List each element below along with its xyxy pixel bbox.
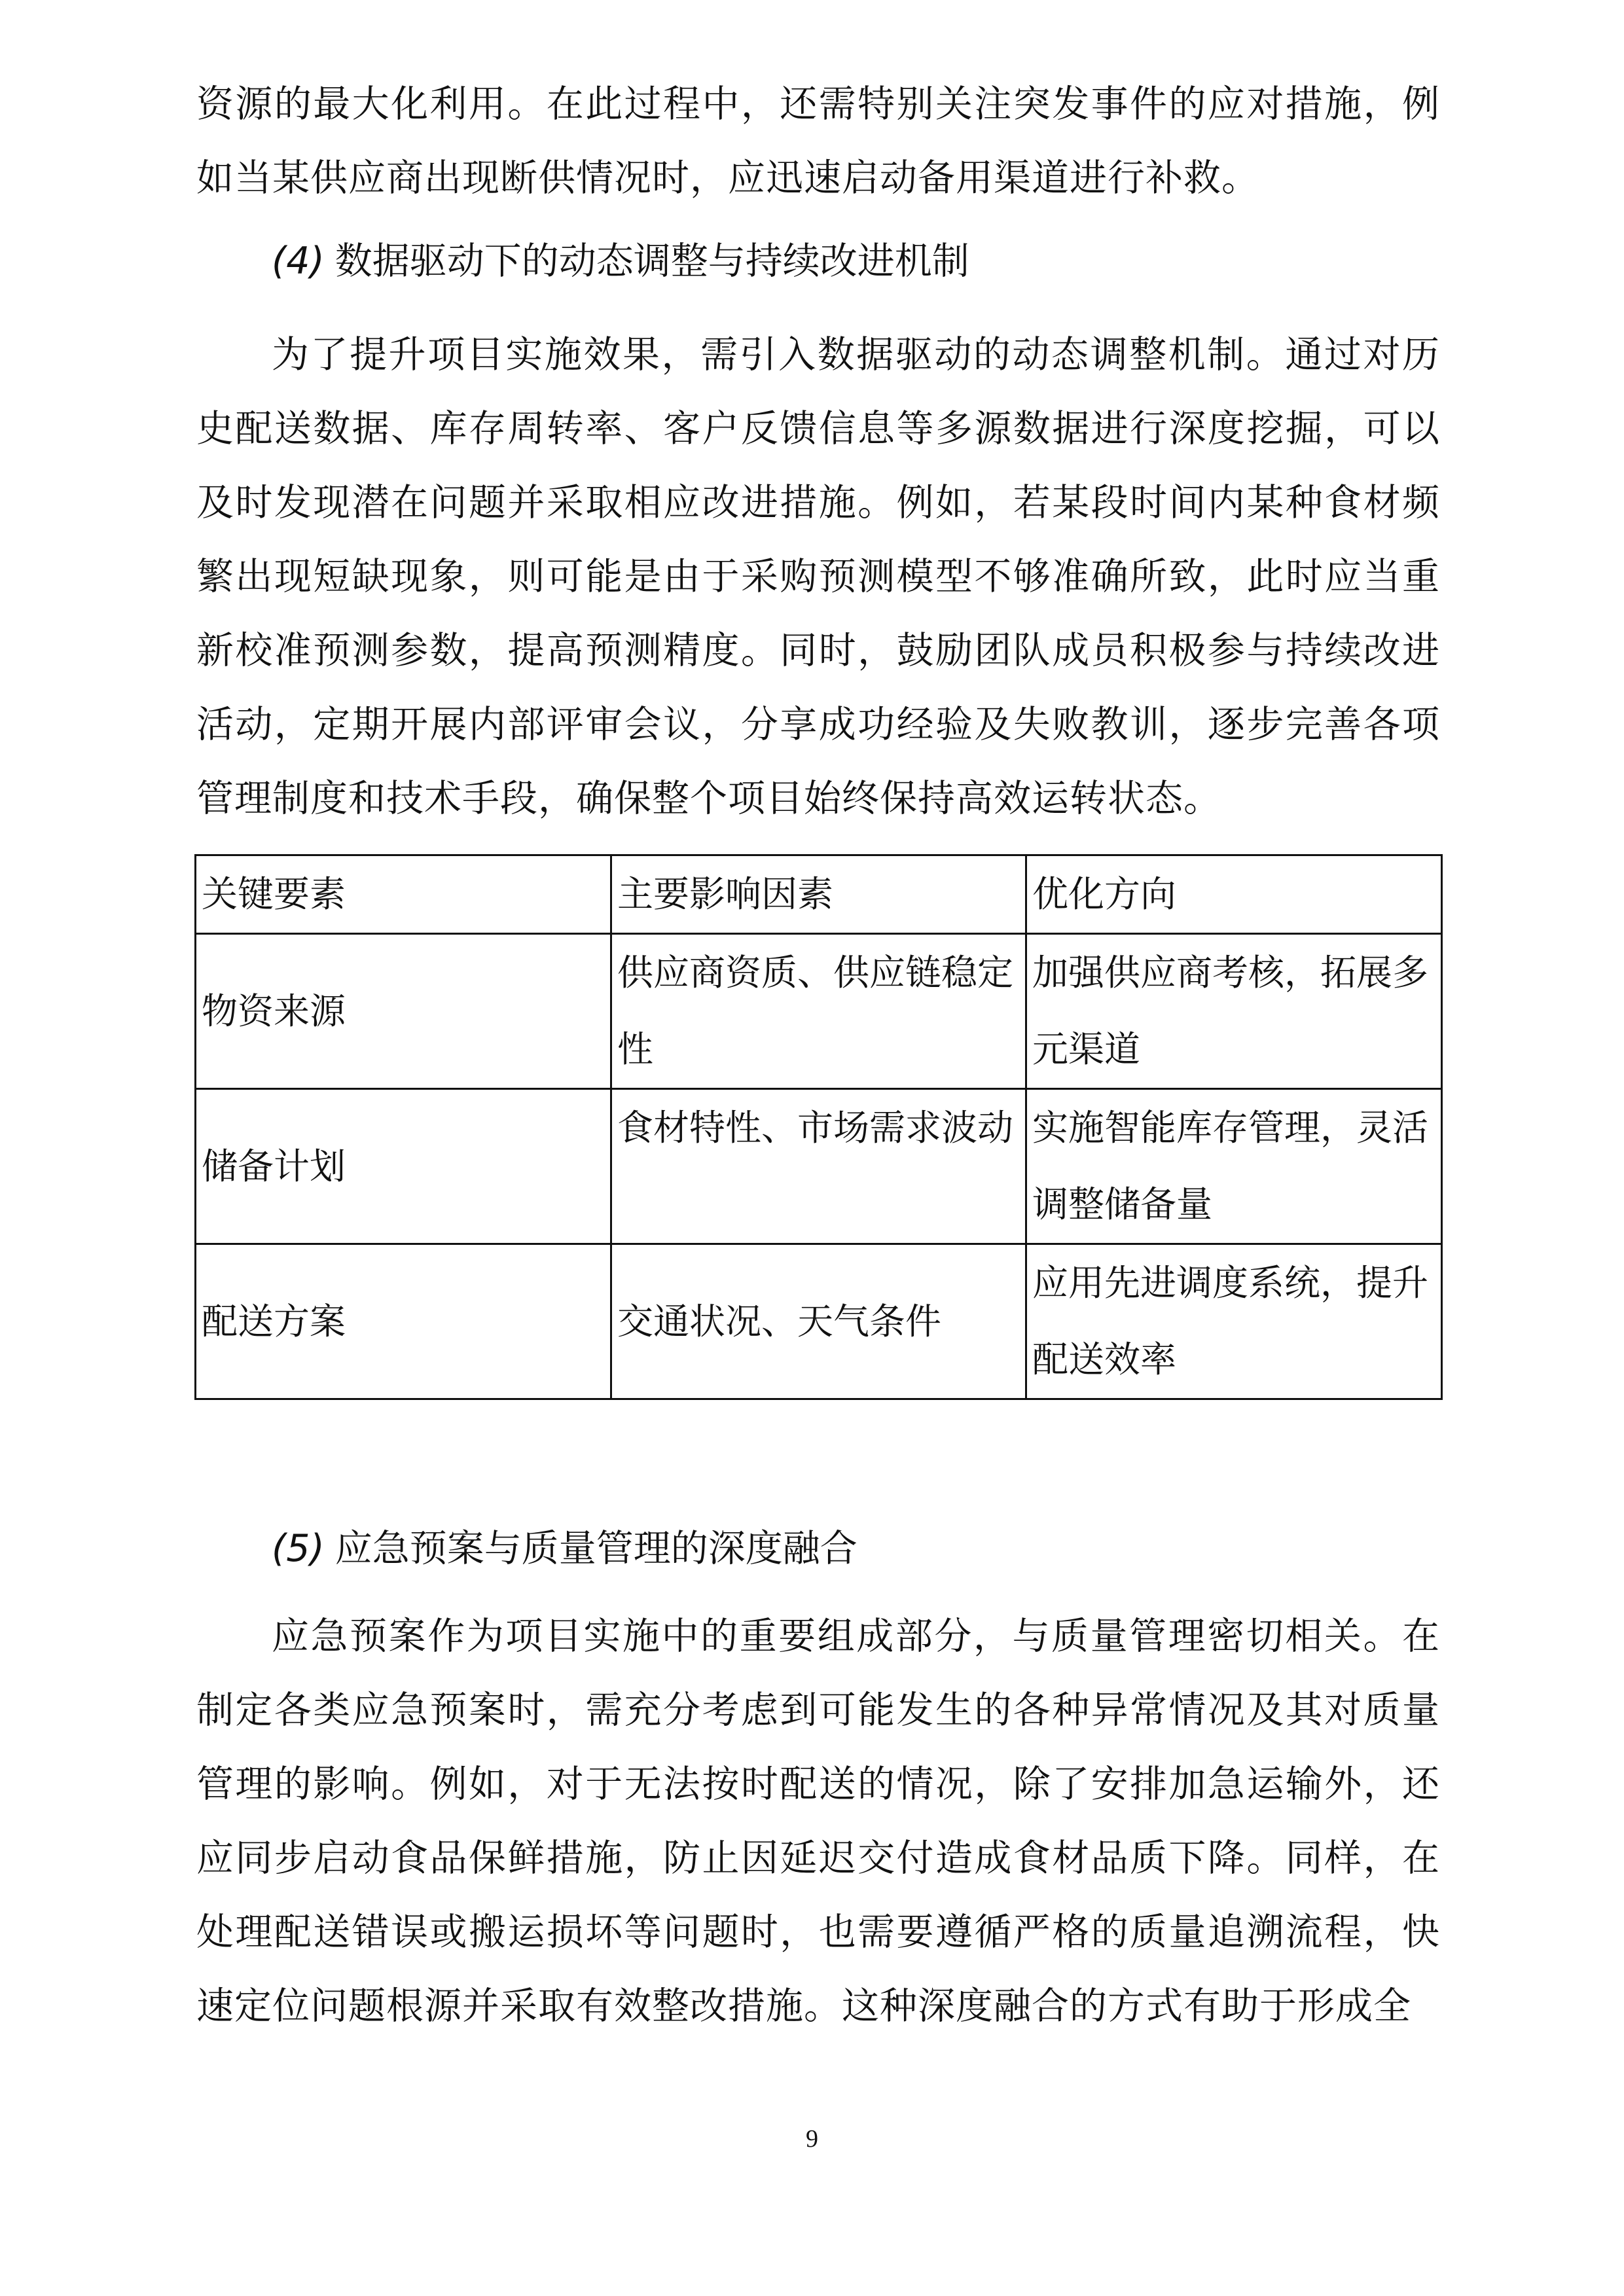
table-cell: 配送方案 [196, 1244, 611, 1399]
table-row [196, 1089, 1442, 1244]
section-heading-4 [272, 224, 969, 298]
paragraph-emergency-plan: 应急预案作为项目实施中的重要组成部分，与质量管理密切相关。在制定各类应急预案时，需充分考虑到可能发生的各种异常情况及其对质量管理的影响。例如，对于无法按时配送的情况，除了安排加急运输外，还应同步启动食品保鲜措施，防止因延迟交付造成食材品质下降。同样，在处理配送错误或搬运损坏等问题时，也需要遵循严格的质量追溯流程，快速定位问题根源并采取有效整改措施。这种深度融合的方式有助于形成全 [196, 1615, 1440, 2028]
table-cell: 物资来源 [196, 934, 611, 1089]
table-cell: 食材特性、市场需求波动 [611, 1089, 1026, 1244]
table-header-cell: 优化方向 [1026, 855, 1442, 934]
page-number: 9 [806, 2125, 818, 2153]
table-cell: 储备计划 [196, 1089, 611, 1244]
section-title: 数据驱动下的动态调整与持续改进机制 [334, 240, 969, 283]
section-number: (4) [272, 240, 325, 283]
table-header-row [196, 855, 1442, 934]
table-cell: 交通状况、天气条件 [611, 1244, 1026, 1399]
table-cell: 应用先进调度系统，提升配送效率 [1026, 1244, 1442, 1399]
table-row [196, 934, 1442, 1089]
table-row [196, 1244, 1442, 1399]
paragraph-data-driven: 为了提升项目实施效果，需引入数据驱动的动态调整机制。通过对历史配送数据、库存周转率、客户反馈信息等多源数据进行深度挖掘，可以及时发现潜在问题并采取相应改进措施。例如，若某段时间内某种食材频繁出现短缺现象，则可能是由于采购预测模型不够准确所致，此时应当重新校准预测参数，提高预测精度。同时，鼓励团队成员积极参与持续改进活动，定期开展内部评审会议，分享成功经验及失败教训，逐步完善各项管理制度和技术手段，确保整个项目始终保持高效运转状态。 [196, 333, 1440, 820]
section-title: 应急预案与质量管理的深度融合 [334, 1527, 857, 1570]
paragraph-continuation: 资源的最大化利用。在此过程中，还需特别关注突发事件的应对措施，例如当某供应商出现断供情况时，应迅速启动备用渠道进行补救。 [196, 82, 1440, 200]
factors-table [194, 854, 1443, 1400]
table-cell: 供应商资质、供应链稳定性 [611, 934, 1026, 1089]
section-number: (5) [272, 1527, 325, 1570]
section-heading-5 [272, 1512, 857, 1586]
table-header-cell: 主要影响因素 [611, 855, 1026, 934]
table-cell: 实施智能库存管理，灵活调整储备量 [1026, 1089, 1442, 1244]
table-header-cell: 关键要素 [196, 855, 611, 934]
table-cell: 加强供应商考核，拓展多元渠道 [1026, 934, 1442, 1089]
